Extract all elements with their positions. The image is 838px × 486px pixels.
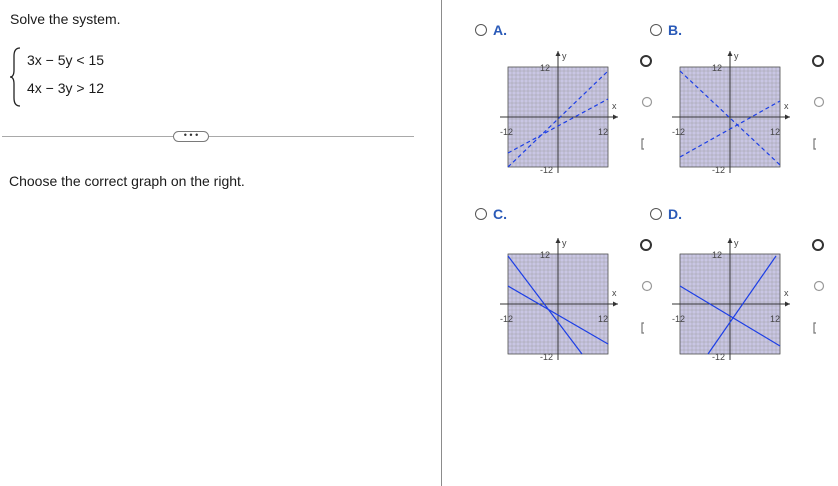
expand-icon[interactable] <box>640 321 654 335</box>
x-axis-arrow <box>785 302 790 307</box>
inequality-1: 3x − 5y < 15 <box>27 52 105 68</box>
zoom-out-icon[interactable] <box>812 95 826 109</box>
problem-prompt: Solve the system. <box>10 11 121 27</box>
x-axis-arrow <box>785 115 790 120</box>
x-axis-arrow <box>613 302 618 307</box>
option-d[interactable] <box>650 206 682 222</box>
zoom-out-icon[interactable] <box>812 279 826 293</box>
x-max-label: 12 <box>598 314 609 324</box>
x-min-label: -12 <box>672 127 686 137</box>
y-axis-label: y <box>734 51 739 61</box>
y-min-label: -12 <box>540 352 554 362</box>
expand-icon[interactable] <box>812 321 826 335</box>
x-axis-label: x <box>612 101 617 111</box>
x-min-label: -12 <box>500 127 514 137</box>
y-max-label: 12 <box>712 250 723 260</box>
x-min-label: -12 <box>500 314 514 324</box>
y-max-label: 12 <box>712 63 723 73</box>
y-max-label: 12 <box>540 250 551 260</box>
more-button[interactable]: • • • <box>173 131 209 142</box>
y-min-label: -12 <box>712 165 726 175</box>
zoom-out-icon[interactable] <box>640 279 654 293</box>
graph-a <box>500 45 630 175</box>
y-axis-label: y <box>562 238 567 248</box>
y-axis-arrow <box>728 51 733 56</box>
instruction-text: Choose the correct graph on the right. <box>9 173 245 189</box>
expand-icon[interactable] <box>812 137 826 151</box>
inequality-2: 4x − 3y > 12 <box>27 80 105 96</box>
y-axis-arrow <box>728 238 733 243</box>
zoom-in-icon[interactable] <box>811 54 825 68</box>
radio-d[interactable] <box>650 208 662 220</box>
option-a-label: A. <box>493 22 507 38</box>
x-max-label: 12 <box>598 127 609 137</box>
y-min-label: -12 <box>712 352 726 362</box>
left-brace-icon <box>8 46 28 108</box>
x-axis-arrow <box>613 115 618 120</box>
option-d-label: D. <box>668 206 682 222</box>
y-min-label: -12 <box>540 165 554 175</box>
x-max-label: 12 <box>770 314 781 324</box>
zoom-in-icon[interactable] <box>811 238 825 252</box>
graph-d <box>672 232 802 362</box>
expand-icon[interactable] <box>640 137 654 151</box>
x-axis-label: x <box>612 288 617 298</box>
option-a[interactable] <box>475 22 507 38</box>
y-axis-arrow <box>556 51 561 56</box>
y-axis-label: y <box>734 238 739 248</box>
option-c[interactable] <box>475 206 507 222</box>
x-axis-label: x <box>784 101 789 111</box>
option-c-label: C. <box>493 206 507 222</box>
x-min-label: -12 <box>672 314 686 324</box>
y-axis-label: y <box>562 51 567 61</box>
option-b[interactable] <box>650 22 682 38</box>
x-axis-label: x <box>784 288 789 298</box>
radio-a[interactable] <box>475 24 487 36</box>
y-max-label: 12 <box>540 63 551 73</box>
zoom-in-icon[interactable] <box>639 238 653 252</box>
x-max-label: 12 <box>770 127 781 137</box>
zoom-out-icon[interactable] <box>640 95 654 109</box>
y-axis-arrow <box>556 238 561 243</box>
zoom-in-icon[interactable] <box>639 54 653 68</box>
option-b-label: B. <box>668 22 682 38</box>
radio-c[interactable] <box>475 208 487 220</box>
radio-b[interactable] <box>650 24 662 36</box>
panel-divider <box>441 0 442 486</box>
graph-b <box>672 45 802 175</box>
graph-c <box>500 232 630 362</box>
